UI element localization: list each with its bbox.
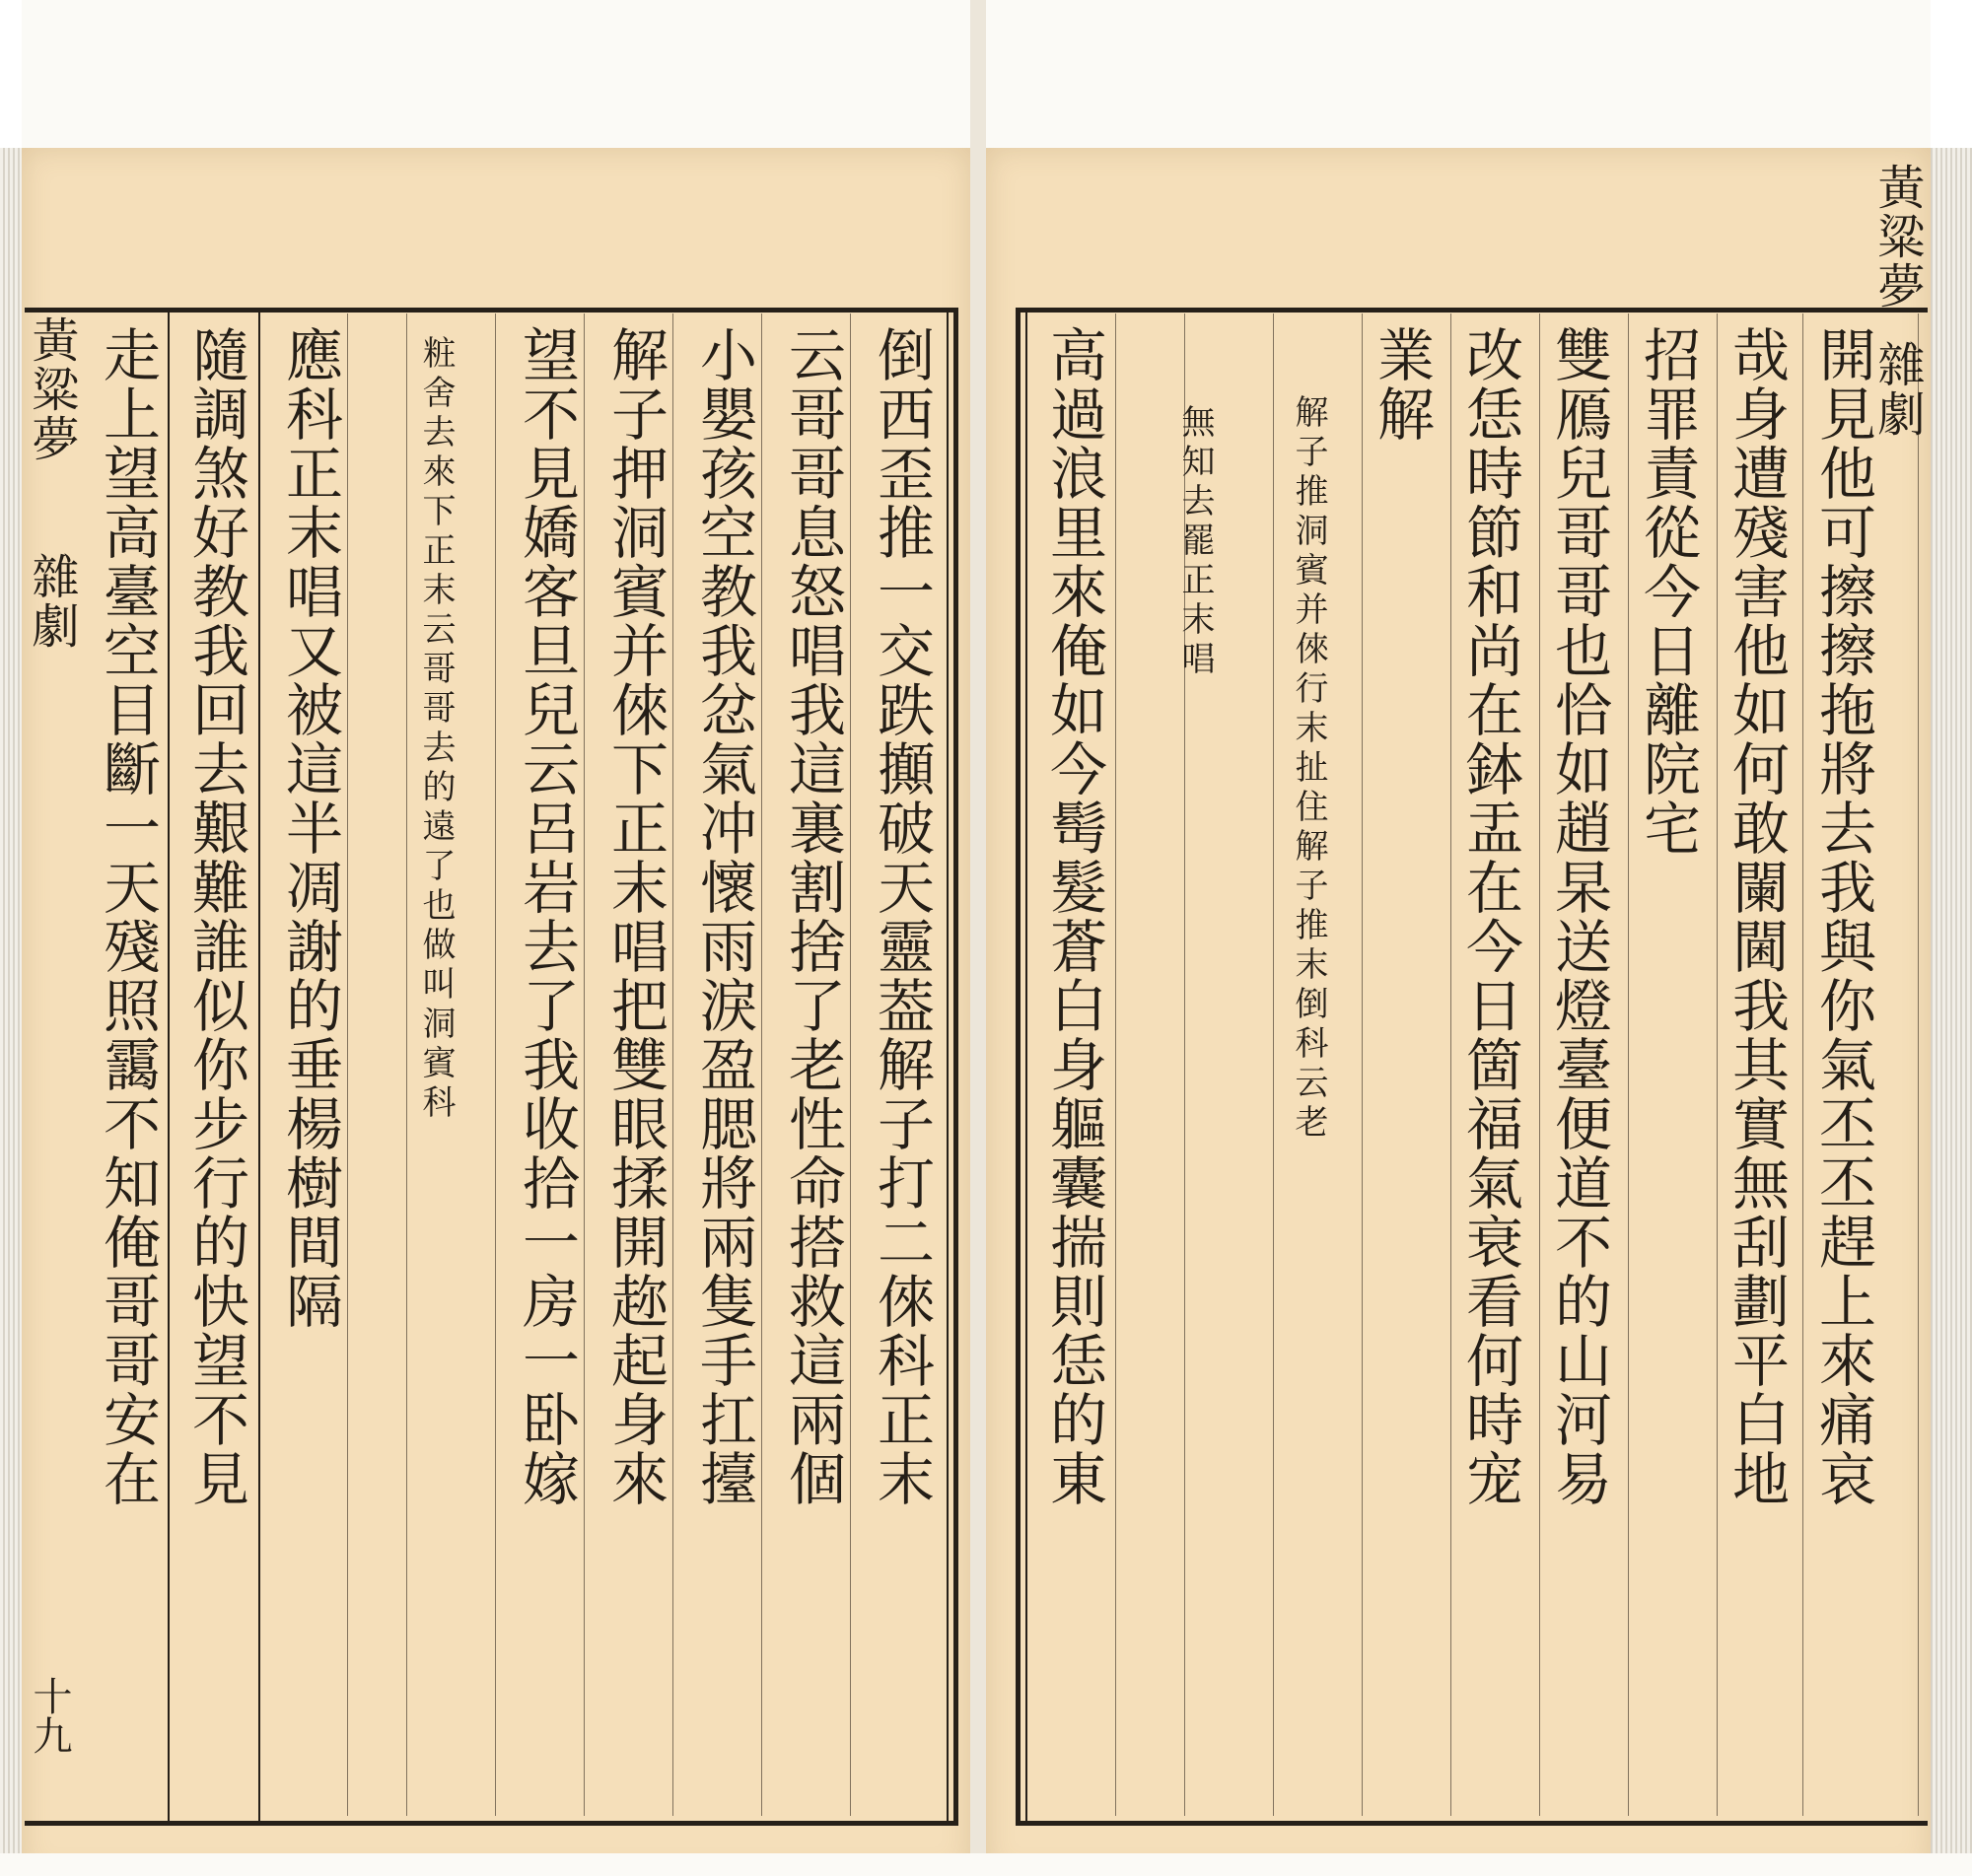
right-margin-section: 雜劇 (1869, 340, 1925, 439)
column-rule (672, 313, 673, 1816)
text-column: 開見他可擦擦拖將去我與你氣丕丕趕上來痛哀 (1809, 325, 1876, 1508)
right-page-top-margin (986, 0, 1931, 148)
left-margin-book-title: 黃粱夢 (24, 315, 79, 463)
column-rule (1362, 313, 1363, 1816)
column-rule (1918, 313, 1919, 1816)
text-column: 云哥哥息怒唱我這裏割捨了老性命搭救這兩個 (779, 325, 846, 1508)
text-column: 倒西歪推一交跌攧破天靈葢解子打二倈科正末 (868, 325, 935, 1508)
column-rule (584, 313, 585, 1816)
left-page-edges (0, 148, 22, 1876)
column-rule (1450, 313, 1451, 1816)
column-rule (406, 313, 407, 1816)
right-margin-book-title: 黃粱夢 (1869, 163, 1925, 311)
text-column: 高過浪里來俺如今髩髮蒼白身軀囊揣則恁的東 (1040, 325, 1107, 1508)
column-rule (347, 313, 348, 1816)
left-frame-inner-rule (947, 308, 949, 1826)
text-column: 招罪責從今日離院宅 (1634, 325, 1701, 858)
text-column: 哉身遭殘害他如何敢闌閫我其實無刮劃平白地 (1723, 325, 1790, 1508)
text-column: 小嬰孩空教我忿氣冲懷雨淚盈腮將兩隻手扛擡 (690, 325, 757, 1508)
book-gutter (970, 0, 986, 1876)
left-page-margin-rule-2 (168, 308, 170, 1826)
right-frame-inner-rule (1025, 308, 1027, 1826)
column-rule (1273, 313, 1274, 1816)
column-rule (1539, 313, 1540, 1816)
text-column: 雙鴈兒哥哥也恰如趙杲送燈臺便道不的山河易 (1545, 325, 1612, 1508)
text-column: 望不見嬌客旦兒云呂岩去了我收拾一房一卧嫁 (513, 325, 580, 1508)
column-rule (1802, 313, 1803, 1816)
column-rule (1717, 313, 1718, 1816)
column-rule (1628, 313, 1629, 1816)
text-column: 業解 (1368, 325, 1435, 444)
column-rule (761, 313, 762, 1816)
text-column-stage-direction: 解子推洞賓并倈行末扯住解子推末倒科云老 (1289, 394, 1328, 1144)
column-rule (495, 313, 496, 1816)
left-page-top-margin (22, 0, 970, 148)
text-column: 應科正末唱又被這半凋謝的垂楊樹間隔 (276, 325, 343, 1331)
text-column: 隨調煞好教我回去艱難誰似你步行的快望不見 (182, 325, 249, 1508)
text-column: 走上望高臺空目斷一天殘照靄不知俺哥哥安在 (94, 325, 161, 1508)
folio-number: 十九 (27, 1676, 72, 1755)
column-rule (850, 313, 851, 1816)
text-column-stage-direction: 粧舍去來下正末云哥哥去的遠了也做叫洞賓科 (416, 335, 456, 1124)
text-column-stage-direction: 無知去罷正末唱 (1175, 404, 1215, 680)
text-column: 解子押洞賓并倈下正末唱把雙眼揉開趂起身來 (601, 325, 669, 1508)
right-page-edges (1931, 148, 1972, 1876)
left-margin-section: 雜劇 (24, 552, 79, 651)
column-rule (1115, 313, 1116, 1816)
left-page-margin-rule (258, 308, 260, 1826)
bottom-margin (0, 1853, 1972, 1876)
text-column: 改恁時節和尚在鉢盂在今日箇福氣衰看何時宠 (1456, 325, 1523, 1508)
